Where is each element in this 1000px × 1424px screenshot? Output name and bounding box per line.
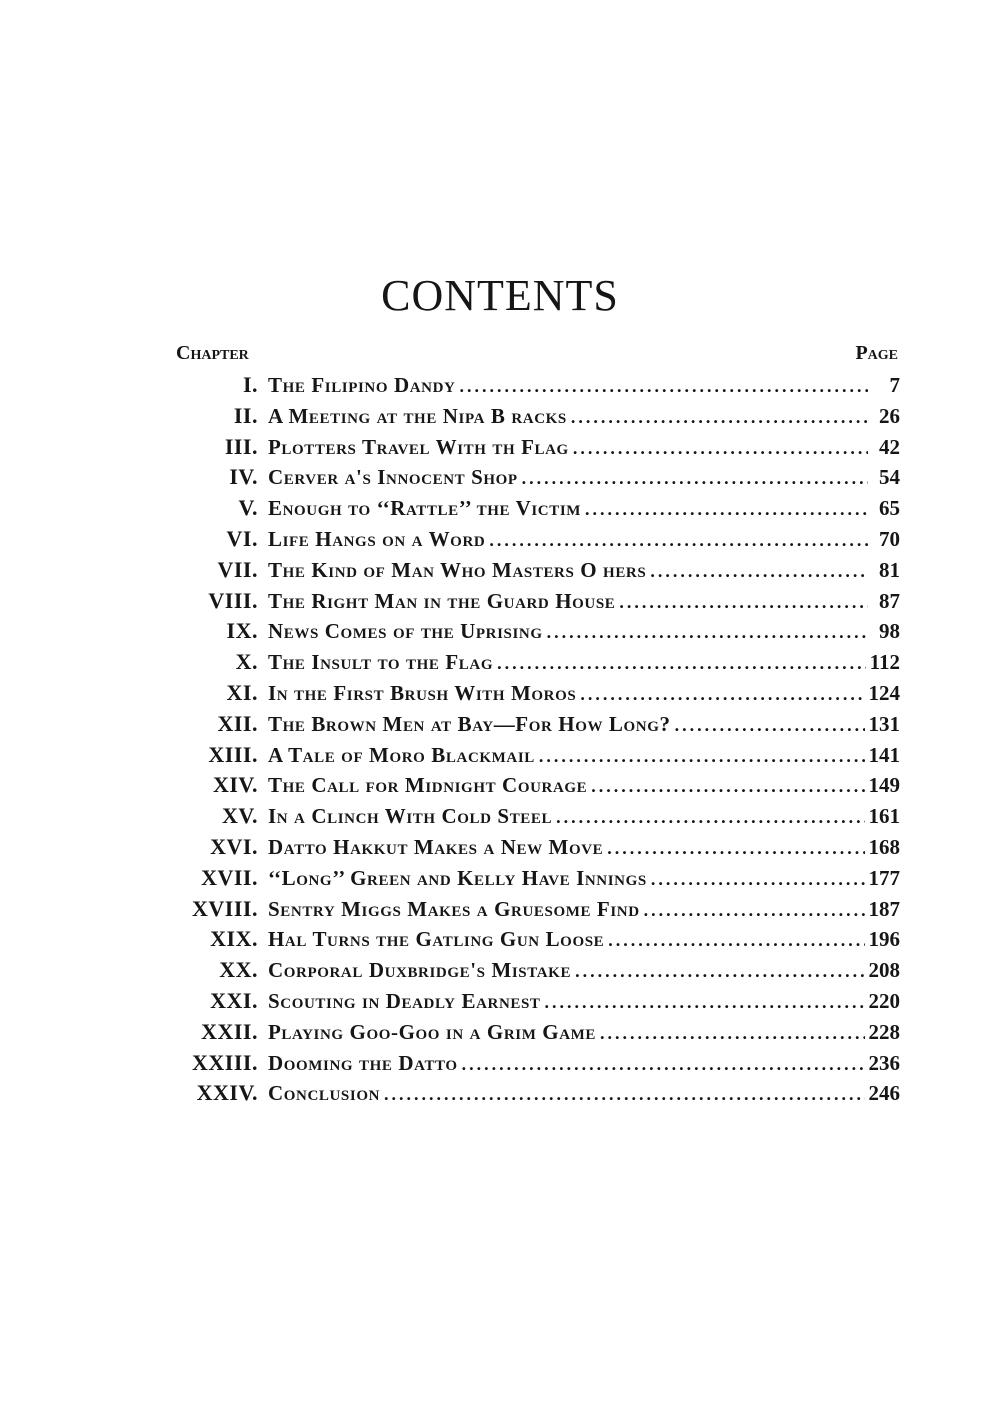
dot-leader [489,530,868,551]
dot-leader [547,622,868,643]
dot-leader [462,1054,865,1075]
chapter-title: Datto Hakkut Makes a New Move [268,834,604,859]
chapter-title: ‘‘Long’’ Green and Kelly Have Innings [268,865,647,890]
dot-leader [575,961,864,982]
chapter-number: VII. [217,556,258,582]
dot-leader [522,468,868,489]
chapter-title: Conclusion [268,1081,381,1106]
chapter-title: A Meeting at the Nipa B racks [268,403,567,428]
page-number: 228 [868,1019,900,1044]
page-number: 7 [889,373,900,397]
chapter-title: The Call for Midnight Courage [268,773,588,798]
page-number: 141 [868,742,900,767]
page-number: 98 [879,619,900,644]
page-number: 124 [868,680,900,705]
toc-entry[interactable] [168,926,900,957]
chapter-number: XX. [219,957,258,983]
toc-entry[interactable] [168,434,900,465]
page-number: 220 [868,988,900,1013]
toc-entry[interactable] [168,557,900,588]
chapter-number: XXIII. [192,1049,258,1075]
toc-entry[interactable] [168,464,900,495]
chapter-number: XII. [217,710,258,736]
page-number: 81 [879,557,900,582]
page-number: 42 [879,434,900,459]
page-column-header: Page [855,342,898,364]
dot-leader [585,499,868,520]
chapter-title: The Brown Men at Bay—For How Long? [268,711,671,736]
page-number: 246 [868,1081,900,1106]
chapter-number: XIV. [212,772,258,798]
page-number: 168 [868,834,900,859]
toc-entry[interactable] [168,834,900,865]
toc-entry[interactable] [168,495,900,526]
chapter-number: XVI. [210,833,258,859]
page-number: 187 [868,896,900,921]
page-number: 112 [869,650,900,675]
toc-entry[interactable] [168,865,900,896]
toc-entry[interactable] [168,1080,900,1111]
chapter-title: The Right Man in the Guard House [268,588,616,613]
toc-entry[interactable] [168,988,900,1019]
chapter-title: Sentry Miggs Makes a Gruesome Find [268,896,640,921]
chapter-title: Life Hangs on a Word [268,526,486,551]
chapter-title: Dooming the Datto [268,1050,458,1075]
dot-leader [571,407,868,428]
toc-entry[interactable] [168,588,900,619]
table-of-contents [168,372,900,1111]
chapter-title: A Tale of Moro Blackmail [268,742,535,767]
page-number: 177 [868,865,900,890]
page-number: 208 [868,958,900,983]
toc-entry[interactable] [168,1019,900,1050]
chapter-title: Hal Turns the Gatling Gun Loose [268,927,605,952]
chapter-number: II. [233,402,258,428]
chapter-number: V. [238,495,258,521]
chapter-number: IX. [226,618,258,644]
page-title: CONTENTS [381,271,619,320]
chapter-number: X. [235,649,258,675]
chapter-title: Scouting in Deadly Earnest [268,988,541,1013]
dot-leader [650,561,868,582]
page-number: 65 [879,496,900,521]
chapter-number: XV. [222,803,258,829]
page-number: 70 [879,526,900,551]
dot-leader [539,746,865,767]
chapter-title: Corporal Duxbridge's Mistake [268,958,572,983]
chapter-title: Enough to ‘‘Rattle’’ the Victim [268,496,582,521]
chapter-title: Plotters Travel With th Flag [268,434,569,459]
dot-leader [459,376,868,397]
page-number: 149 [868,773,900,798]
dot-leader [497,653,866,674]
chapter-title: In the First Brush With Moros [268,680,577,705]
chapter-title: Playing Goo-Goo in a Grim Game [268,1019,597,1044]
chapter-number: XXI. [210,987,258,1013]
dot-leader [608,930,864,951]
dot-leader [644,900,865,921]
dot-leader [619,592,868,613]
chapter-column-header: Chapter [176,342,249,364]
toc-entry[interactable] [168,372,900,403]
chapter-number: XVII. [201,864,258,890]
chapter-number: XI. [226,679,258,705]
chapter-number: VI. [226,525,258,551]
chapter-number: IV. [229,464,258,490]
dot-leader [607,838,864,859]
page-number: 87 [879,588,900,613]
dot-leader [651,869,865,890]
page-number: 161 [868,804,900,829]
chapter-number: III. [224,433,258,459]
chapter-title: Cerver a's Innocent Shop [268,465,518,490]
dot-leader [545,992,865,1013]
toc-entry[interactable] [168,1050,900,1081]
toc-entry[interactable] [168,680,900,711]
toc-entry[interactable] [168,618,900,649]
page-number: 131 [868,711,900,736]
dot-leader [556,807,864,828]
toc-entry[interactable] [168,957,900,988]
chapter-title: The Insult to the Flag [268,650,494,675]
toc-entry[interactable] [168,896,900,927]
dot-leader [573,438,868,459]
toc-entry[interactable] [168,403,900,434]
toc-entry[interactable] [168,649,900,680]
chapter-number: XVIII. [192,895,258,921]
chapter-number: I. [242,372,258,397]
dot-leader [384,1084,864,1105]
page-number: 196 [868,927,900,952]
chapter-number: XIX. [210,926,258,952]
page-number: 54 [879,465,900,490]
dot-leader [675,715,865,736]
page-number: 236 [868,1050,900,1075]
chapter-title: News Comes of the Uprising [268,619,543,644]
toc-entry[interactable] [168,772,900,803]
toc-entry[interactable] [168,742,900,773]
chapter-number: VIII. [208,587,258,613]
chapter-number: XXIV. [196,1080,258,1106]
toc-entry[interactable] [168,526,900,557]
dot-leader [580,684,864,705]
dot-leader [600,1023,864,1044]
toc-entry[interactable] [168,803,900,834]
dot-leader [591,776,864,797]
chapter-title: The Filipino Dandy [268,373,456,397]
toc-entry[interactable] [168,711,900,742]
chapter-title: In a Clinch With Cold Steel [268,804,553,829]
page-number: 26 [879,403,900,428]
chapter-number: XIII. [208,741,258,767]
chapter-title: The Kind of Man Who Masters O hers [268,557,647,582]
chapter-number: XXII. [201,1018,258,1044]
